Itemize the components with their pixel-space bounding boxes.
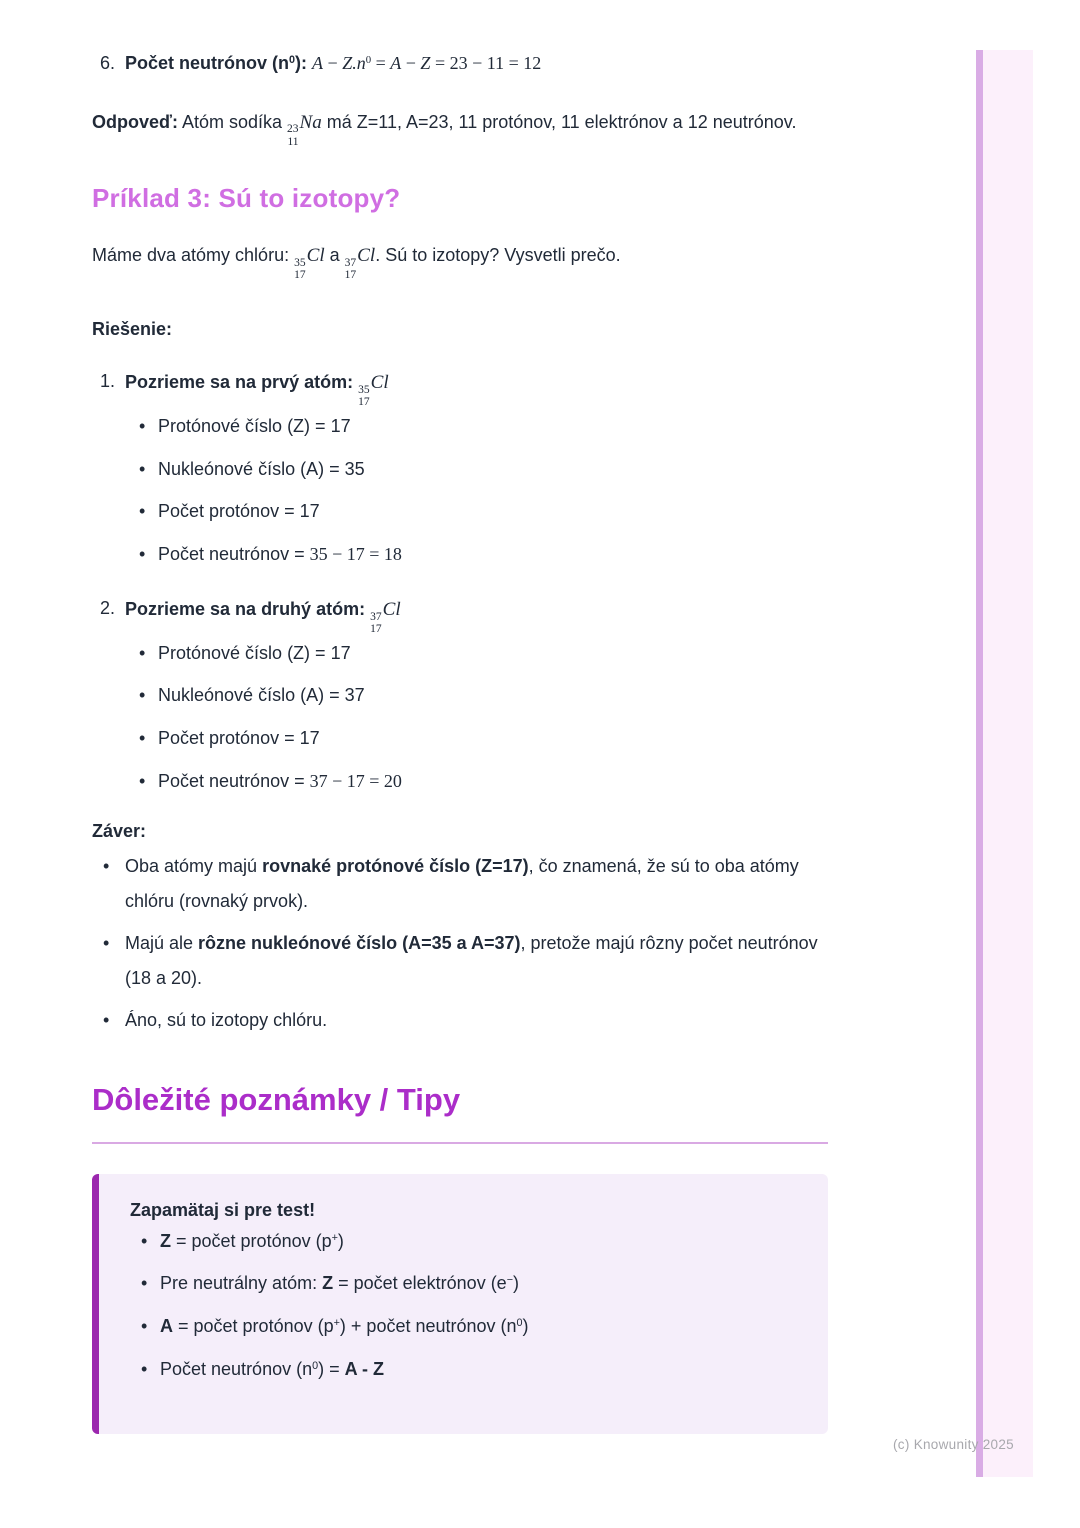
zaver-label: Záver:: [92, 821, 147, 842]
step-2-bullets: [92, 636, 828, 800]
bullet-text: Protónové číslo (Z) = 17: [158, 415, 351, 436]
step-2-title: [92, 591, 828, 635]
bullet-text: Nukleónové číslo (A) = 37: [158, 685, 365, 706]
solution-step-1: [92, 364, 828, 572]
bullet-text: Oba atómy majú rovnaké protónové číslo (Z=17), čo znamená, že sú to oba atómy chlóru (rovnaký prvok).: [125, 856, 799, 911]
list-number: 1.: [100, 371, 116, 392]
bullet-item: [92, 926, 828, 996]
solution-step-2: [92, 591, 828, 799]
bullet-marker: •: [141, 1273, 148, 1294]
bullet-text: Z = počet protónov (p+): [160, 1230, 344, 1251]
riesenie-label: Riešenie:: [92, 318, 173, 339]
step-2-title-text: Pozrieme sa na druhý atóm: 37 17 Cl: [125, 599, 401, 636]
bullet-marker: •: [139, 642, 146, 663]
list-number: 2.: [100, 598, 116, 619]
bullet-marker: •: [103, 1009, 110, 1030]
copyright-watermark: (c) Knowunity 2025: [893, 1437, 1014, 1452]
nuclide-notation: 23 11 Na: [287, 111, 322, 148]
page-edge-decoration: [976, 50, 1033, 1477]
bullet-marker: •: [141, 1359, 148, 1380]
nuclide-notation: 35 17 Cl: [294, 245, 325, 282]
bullet-item: [92, 636, 828, 671]
document-page: [92, 0, 828, 1434]
bullet-marker: •: [139, 415, 146, 436]
bullet-item: [92, 537, 828, 572]
bullet-marker: •: [141, 1230, 148, 1251]
tips-callout: [92, 1174, 828, 1434]
bullet-item: [92, 494, 828, 529]
bullet-text: Počet neutrónov = 35 − 17 = 18: [158, 544, 402, 565]
bullet-text: Počet neutrónov = 37 − 17 = 20: [158, 771, 402, 792]
list-number: 6.: [100, 53, 116, 73]
example-3-question: Máme dva atómy chlóru: 35 17 Cl a 37 17 Cl. Sú to izotopy? Vysvetli prečo.: [92, 245, 621, 282]
bullet-text: Počet protónov = 17: [158, 501, 320, 522]
step-1-title: [92, 364, 828, 408]
bullet-marker: •: [103, 856, 110, 877]
nuclide-notation: 37 17 Cl: [370, 599, 401, 636]
list-item-6-text: Počet neutrónov $(n^0)$: $A - Z.n^0 = A - Z = 23 - 11 = 12$: [125, 53, 542, 73]
bullet-item: [92, 678, 828, 713]
callout-heading: Zapamätaj si pre test!: [130, 1200, 316, 1221]
bullet-item: [92, 452, 828, 487]
list-item-6: [92, 46, 828, 81]
bullet-text: Počet neutrónov $(n^0) = A - Z$: [160, 1359, 384, 1380]
step-1-bullets: [92, 409, 828, 573]
bullet-text: Počet protónov = 17: [158, 728, 320, 749]
bullet-item: [92, 721, 828, 756]
bullet-marker: •: [139, 544, 146, 565]
bullet-marker: •: [139, 685, 146, 706]
bullet-marker: •: [139, 501, 146, 522]
bullet-item: [130, 1352, 798, 1387]
bullet-item: [130, 1309, 798, 1344]
bullet-text: Protónové číslo (Z) = 17: [158, 642, 351, 663]
nuclide-notation: 35 17 Cl: [358, 372, 389, 409]
bullet-text: Pre neutrálny atóm: Z = počet elektrónov (e−): [160, 1273, 520, 1294]
notes-heading: Dôležité poznámky / Tipy: [92, 1081, 828, 1145]
bullet-text: Majú ale rôzne nukleónové číslo (A=35 a A=37), pretože majú rôzny počet neutrónov (18 a 20).: [125, 932, 818, 988]
bullet-marker: •: [141, 1316, 148, 1337]
bullet-text: A = počet protónov (p+) + počet neutrónov $(n^0)$: [160, 1316, 529, 1337]
nuclide-notation: 37 17 Cl: [344, 245, 376, 282]
zaver-list: [92, 849, 828, 1038]
bullet-marker: •: [139, 728, 146, 749]
callout-list: [130, 1224, 798, 1388]
bullet-item: [92, 409, 828, 444]
bullet-item: [92, 849, 828, 919]
bullet-item: [92, 1003, 828, 1038]
bullet-item: [130, 1266, 798, 1301]
bullet-marker: •: [139, 771, 146, 792]
bullet-item: [130, 1224, 798, 1259]
step-1-title-text: Pozrieme sa na prvý atóm: 35 17 Cl: [125, 372, 389, 409]
bullet-marker: •: [139, 458, 146, 479]
example-3-heading: Príklad 3: Sú to izotopy?: [92, 183, 401, 214]
bullet-item: [92, 764, 828, 799]
bullet-marker: •: [103, 932, 110, 953]
answer-paragraph: Odpoveď: Atóm sodíka 23 11 Na má Z=11, A=23, 11 protónov, 11 elektrónov a 12 neutrónov.: [92, 111, 797, 148]
bullet-text: Áno, sú to izotopy chlóru.: [125, 1009, 328, 1030]
bullet-text: Nukleónové číslo (A) = 35: [158, 458, 365, 479]
